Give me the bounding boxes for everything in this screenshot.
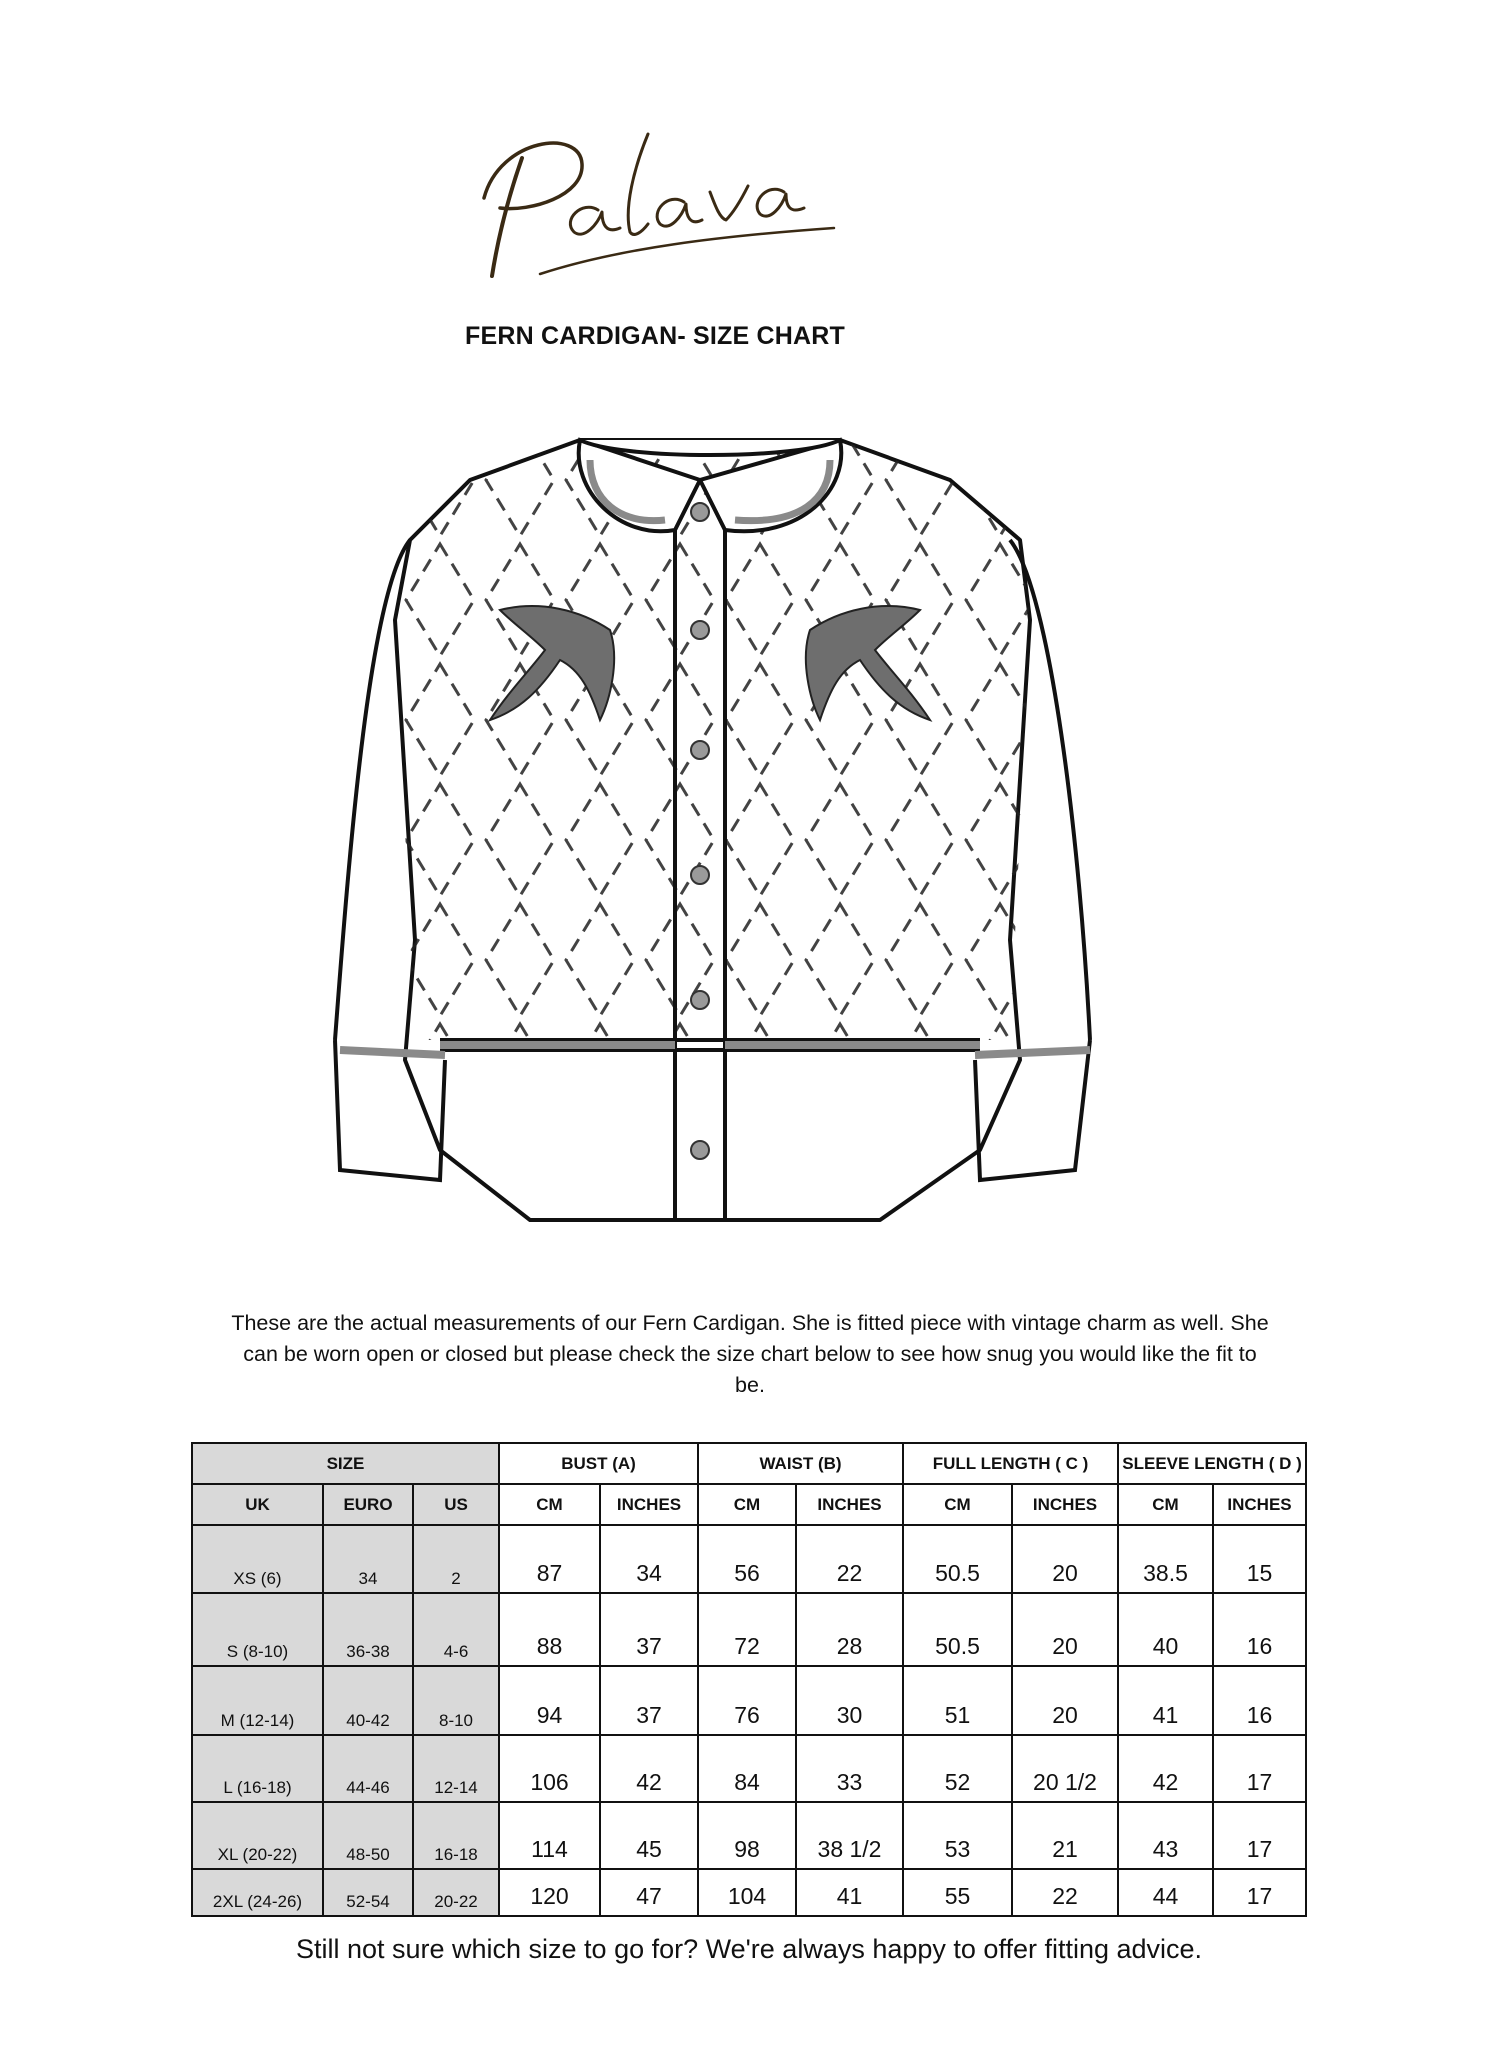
table-cell: 40-42 (323, 1666, 413, 1735)
table-cell: 41 (796, 1869, 903, 1916)
table-cell: 50.5 (903, 1525, 1012, 1593)
table-cell: 20 1/2 (1012, 1735, 1118, 1802)
table-cell: 41 (1118, 1666, 1213, 1735)
table-cell: 22 (796, 1525, 903, 1593)
table-cell: 8-10 (413, 1666, 499, 1735)
table-row (192, 1666, 1306, 1735)
table-cell: 34 (600, 1525, 698, 1593)
table-cell: 104 (698, 1869, 796, 1916)
intro-text (195, 1308, 1305, 1401)
fitting-advice-text: Still not sure which size to go for? We're always happy to offer fitting advice. (295, 1934, 1203, 1964)
sub-header-uk: UK (192, 1484, 323, 1525)
table-cell: 20-22 (413, 1869, 499, 1916)
group-header-row (192, 1443, 1306, 1484)
sub-header-bust-cm: CM (499, 1484, 600, 1525)
table-cell: 36-38 (323, 1593, 413, 1666)
table-cell: 34 (323, 1525, 413, 1593)
table-cell: 40 (1118, 1593, 1213, 1666)
group-header-sleeve-length: SLEEVE LENGTH ( D ) (1118, 1443, 1306, 1484)
table-cell: 37 (600, 1593, 698, 1666)
table-row (192, 1525, 1306, 1593)
table-cell: 20 (1012, 1525, 1118, 1593)
table-cell: 43 (1118, 1802, 1213, 1869)
table-cell: 4-6 (413, 1593, 499, 1666)
table-cell: 17 (1213, 1735, 1306, 1802)
palava-logo (470, 128, 840, 288)
sub-header-length-cm: CM (903, 1484, 1012, 1525)
table-cell: 15 (1213, 1525, 1306, 1593)
table-cell: XL (20-22) (192, 1802, 323, 1869)
table-row (192, 1802, 1306, 1869)
table-cell: 2XL (24-26) (192, 1869, 323, 1916)
table-cell: 106 (499, 1735, 600, 1802)
table-cell: 114 (499, 1802, 600, 1869)
sub-header-bust-inches: INCHES (600, 1484, 698, 1525)
table-cell: 2 (413, 1525, 499, 1593)
table-cell: 30 (796, 1666, 903, 1735)
table-cell: 50.5 (903, 1593, 1012, 1666)
table-cell: 53 (903, 1802, 1012, 1869)
table-cell: 87 (499, 1525, 600, 1593)
table-cell: 51 (903, 1666, 1012, 1735)
table-cell: 28 (796, 1593, 903, 1666)
table-cell: 48-50 (323, 1802, 413, 1869)
table-cell: 44 (1118, 1869, 1213, 1916)
table-cell: 12-14 (413, 1735, 499, 1802)
table-cell: 37 (600, 1666, 698, 1735)
table-cell: 20 (1012, 1666, 1118, 1735)
sub-header-euro: EURO (323, 1484, 413, 1525)
sub-header-row (192, 1484, 1306, 1525)
table-cell: 55 (903, 1869, 1012, 1916)
table-row (192, 1593, 1306, 1666)
table-cell: 44-46 (323, 1735, 413, 1802)
table-row (192, 1735, 1306, 1802)
table-cell: 20 (1012, 1593, 1118, 1666)
sub-header-sleeve-inches: INCHES (1213, 1484, 1306, 1525)
table-cell: 76 (698, 1666, 796, 1735)
table-cell: 88 (499, 1593, 600, 1666)
table-cell: 120 (499, 1869, 600, 1916)
intro-line: be. (735, 1373, 765, 1397)
intro-line: can be worn open or closed but please check the size chart below to see how snug you would like the fit to (243, 1342, 1257, 1366)
table-cell: 42 (600, 1735, 698, 1802)
sub-header-us: US (413, 1484, 499, 1525)
table-cell: 17 (1213, 1802, 1306, 1869)
group-header-full-length: FULL LENGTH ( C ) (903, 1443, 1118, 1484)
table-cell: 84 (698, 1735, 796, 1802)
table-cell: 16 (1213, 1666, 1306, 1735)
table-cell: 16 (1213, 1593, 1306, 1666)
table-cell: 52-54 (323, 1869, 413, 1916)
size-chart-table (191, 1442, 1307, 1917)
table-cell: 72 (698, 1593, 796, 1666)
sub-header-waist-inches: INCHES (796, 1484, 903, 1525)
table-cell: 17 (1213, 1869, 1306, 1916)
page-title: FERN CARDIGAN- SIZE CHART (465, 322, 845, 350)
sub-header-length-inches: INCHES (1012, 1484, 1118, 1525)
sub-header-waist-cm: CM (698, 1484, 796, 1525)
table-cell: M (12-14) (192, 1666, 323, 1735)
table-cell: 98 (698, 1802, 796, 1869)
table-cell: 45 (600, 1802, 698, 1869)
group-header-waist: WAIST (B) (698, 1443, 903, 1484)
intro-line: These are the actual measurements of our Fern Cardigan. She is fitted piece with vintage charm as well. She (231, 1311, 1269, 1335)
table-cell: 21 (1012, 1802, 1118, 1869)
group-header-size: SIZE (192, 1443, 499, 1484)
table-cell: 16-18 (413, 1802, 499, 1869)
table-cell: 38 1/2 (796, 1802, 903, 1869)
table-cell: S (8-10) (192, 1593, 323, 1666)
table-cell: 38.5 (1118, 1525, 1213, 1593)
table-cell: 52 (903, 1735, 1012, 1802)
table-cell: 22 (1012, 1869, 1118, 1916)
sub-header-sleeve-cm: CM (1118, 1484, 1213, 1525)
table-cell: 47 (600, 1869, 698, 1916)
table-row (192, 1869, 1306, 1916)
group-header-bust: BUST (A) (499, 1443, 698, 1484)
cardigan-illustration (320, 420, 1100, 1250)
table-cell: 94 (499, 1666, 600, 1735)
table-cell: 42 (1118, 1735, 1213, 1802)
table-cell: 33 (796, 1735, 903, 1802)
table-cell: L (16-18) (192, 1735, 323, 1802)
table-cell: XS (6) (192, 1525, 323, 1593)
table-cell: 56 (698, 1525, 796, 1593)
